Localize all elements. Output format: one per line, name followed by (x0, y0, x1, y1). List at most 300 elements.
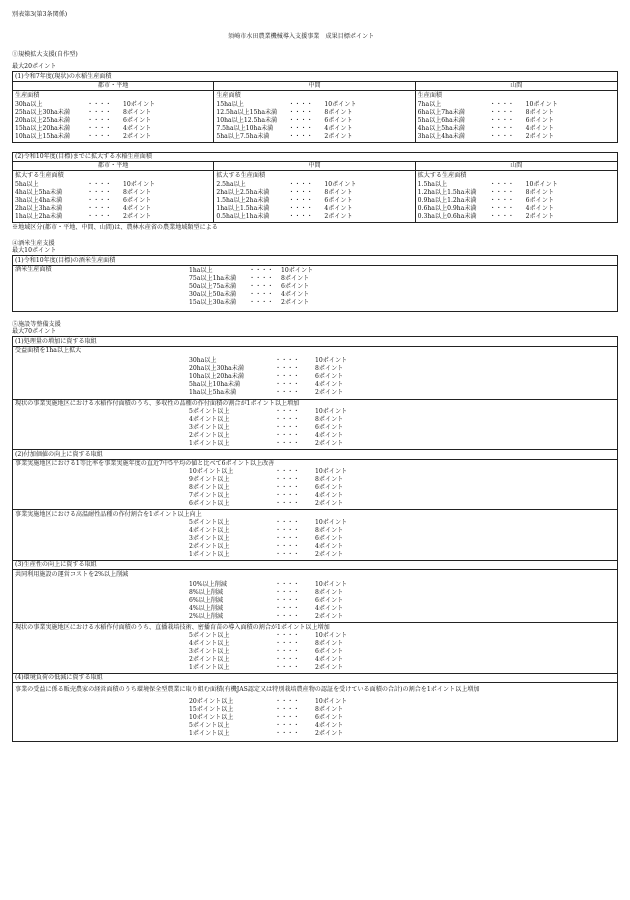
dot-leader: ・・・・ (489, 124, 515, 132)
zone-body (13, 171, 213, 222)
points-text: 2ポイント (123, 132, 152, 140)
score-row (189, 722, 615, 730)
score-row (189, 640, 615, 648)
criterion-desc: 事業実施地区における高温耐性品種の作付割合を1ポイント以上向上 (15, 510, 202, 518)
points-text: 4ポイント (123, 204, 152, 212)
area-label: 生産面積 (15, 91, 40, 99)
score-row (216, 181, 412, 189)
range-text: 2ポイント以上 (189, 655, 230, 663)
score-row (189, 432, 615, 440)
zone-header: 山間 (416, 82, 617, 91)
dot-leader: ・・・・ (275, 468, 300, 476)
score-row (216, 117, 412, 125)
dot-leader: ・・・・ (249, 267, 274, 275)
score-row (189, 730, 615, 738)
dot-leader: ・・・・ (275, 639, 300, 647)
score-row (189, 283, 615, 291)
points-text: 8ポイント (315, 705, 344, 713)
zone-header: 中間 (214, 82, 414, 91)
score-row (216, 109, 412, 117)
dot-leader: ・・・・ (249, 275, 274, 283)
document-page (12, 12, 618, 742)
table-title: (1)令和7年度(現状)の水稲生産面積 (13, 72, 617, 82)
range-text: 1ha以上5ha未満 (189, 389, 237, 397)
score-row (418, 109, 615, 117)
zone-header: 都市・平地 (13, 162, 213, 171)
dot-leader: ・・・・ (275, 424, 300, 432)
dot-leader: ・・・・ (275, 581, 300, 589)
score-row (189, 527, 615, 535)
range-text: 3ポイント以上 (189, 534, 230, 542)
criterion (13, 570, 617, 622)
range-text: 1ポイント以上 (189, 550, 230, 558)
dot-leader: ・・・・ (275, 440, 300, 448)
dot-leader: ・・・・ (87, 124, 112, 132)
criterion (13, 347, 617, 399)
range-text: 75a以上1ha未満 (189, 275, 237, 283)
score-row (15, 181, 211, 189)
dot-leader: ・・・・ (489, 212, 515, 220)
section-4-max: 最大10ポイント (12, 246, 57, 254)
points-text: 10ポイント (324, 100, 357, 108)
points-text: 8ポイント (525, 108, 554, 116)
points-text: 2ポイント (324, 212, 353, 220)
dot-leader: ・・・・ (275, 373, 300, 381)
range-text: 5ポイント以上 (189, 631, 230, 639)
score-row (15, 117, 211, 125)
points-text: 8ポイント (324, 188, 353, 196)
score-row (189, 519, 615, 527)
points-text: 4ポイント (315, 605, 344, 613)
range-text: 4ha以上5ha未満 (15, 188, 63, 196)
dot-leader: ・・・・ (275, 655, 300, 663)
points-text: 4ポイント (315, 721, 344, 729)
document-title: 須崎市水田農業機械導入支援事業 成果目標ポイント (228, 33, 375, 41)
dot-leader: ・・・・ (489, 132, 515, 140)
score-list (15, 632, 615, 672)
dot-leader: ・・・・ (489, 180, 515, 188)
points-text: 4ポイント (315, 542, 344, 550)
score-row (189, 390, 615, 398)
dot-leader: ・・・・ (275, 729, 300, 737)
range-text: 1.5ha以上2ha未満 (216, 196, 270, 204)
score-list (15, 358, 615, 398)
range-text: 10ポイント以上 (189, 468, 234, 476)
range-text: 1ha以上2ha未満 (15, 212, 63, 220)
dot-leader: ・・・・ (275, 542, 300, 550)
score-row (189, 374, 615, 382)
criterion (13, 266, 617, 312)
score-row (189, 698, 615, 706)
range-text: 5ha以上 (15, 180, 39, 188)
score-row (189, 714, 615, 722)
points-text: 8ポイント (281, 275, 310, 283)
criterion-desc: 事業の受益に係る販売農家の経営面積のうち環境保全型農業に取り組む面積(有機JAS認定又は特別栽培農産物の認証を受けている面積の合計)の割合を1ポイント以上増加 (15, 685, 480, 693)
score-row (216, 205, 412, 213)
zone-body (416, 171, 617, 222)
table-sake-rice (12, 255, 618, 312)
score-row (216, 101, 412, 109)
score-row (418, 189, 615, 197)
points-text: 6ポイント (525, 116, 554, 124)
range-text: 7ha以上 (417, 100, 442, 108)
points-text: 8ポイント (315, 365, 344, 373)
range-text: 20ha以上30ha未満 (189, 365, 244, 373)
range-text: 20ha以上25ha未満 (15, 116, 70, 124)
score-row (216, 125, 412, 133)
score-row (189, 605, 615, 613)
dot-leader: ・・・・ (275, 408, 300, 416)
range-text: 4ha以上5ha未満 (417, 124, 465, 132)
range-text: 2%以上削減 (189, 613, 224, 621)
score-row (189, 382, 615, 390)
dot-leader: ・・・・ (275, 697, 300, 705)
dot-leader: ・・・・ (249, 283, 274, 291)
dot-leader: ・・・・ (87, 212, 112, 220)
group-title: (1)処理量の増加に資する取組 (13, 337, 617, 347)
dot-leader: ・・・・ (275, 647, 300, 655)
range-text: 1ポイント以上 (189, 440, 230, 448)
range-text: 2ha以上3ha未満 (15, 204, 63, 212)
dot-leader: ・・・・ (249, 291, 274, 299)
score-row (15, 189, 211, 197)
dot-leader: ・・・・ (288, 188, 313, 196)
score-list (15, 468, 615, 508)
points-text: 10ポイント (525, 100, 558, 108)
score-row (189, 275, 615, 283)
points-text: 10ポイント (315, 697, 348, 705)
range-text: 10ha以上15ha未満 (15, 132, 70, 140)
dot-leader: ・・・・ (275, 713, 300, 721)
range-text: 5ポイント以上 (189, 721, 230, 729)
score-row (189, 500, 615, 508)
table-title: (1)令和10年度(目標)の酒米生産面積 (13, 256, 617, 266)
range-text: 15a以上30a未満 (189, 299, 237, 307)
points-text: 8ポイント (315, 639, 344, 647)
points-text: 6ポイント (123, 196, 152, 204)
range-text: 0.5ha以上1ha未満 (216, 212, 270, 220)
range-text: 5ha以上7.5ha未満 (216, 132, 270, 140)
dot-leader: ・・・・ (275, 589, 300, 597)
group-title: (4)環境負荷の低減に資する取組 (13, 673, 617, 684)
points-text: 10ポイント (315, 581, 348, 589)
score-list (15, 581, 615, 621)
points-text: 2ポイント (315, 440, 344, 448)
range-text: 1ポイント以上 (189, 729, 230, 737)
criterion (13, 460, 617, 510)
section-5-max: 最大70ポイント (12, 328, 57, 336)
dot-leader: ・・・・ (288, 180, 313, 188)
points-text: 2ポイント (525, 132, 554, 140)
dot-leader: ・・・・ (275, 526, 300, 534)
range-text: 20ポイント以上 (189, 697, 234, 705)
dot-leader: ・・・・ (275, 663, 300, 671)
dot-leader: ・・・・ (275, 357, 300, 365)
dot-leader: ・・・・ (275, 550, 300, 558)
range-text: 1ポイント以上 (189, 663, 230, 671)
points-text: 10ポイント (315, 408, 348, 416)
points-text: 4ポイント (525, 124, 554, 132)
range-text: 30ha以上 (189, 357, 217, 365)
score-row (189, 299, 615, 307)
range-text: 10ポイント以上 (189, 713, 234, 721)
dot-leader: ・・・・ (275, 597, 300, 605)
range-text: 4ポイント以上 (189, 416, 230, 424)
range-text: 1ha以上1.5ha未満 (216, 204, 270, 212)
range-text: 15ha以上 (216, 100, 244, 108)
range-text: 3ha以上4ha未満 (417, 132, 465, 140)
dot-leader: ・・・・ (275, 492, 300, 500)
dot-leader: ・・・・ (87, 116, 112, 124)
zone-body (214, 91, 414, 142)
score-list (15, 698, 615, 738)
points-text: 10ポイント (123, 100, 156, 108)
score-row (418, 181, 615, 189)
sake-area-label: 酒米生産面積 (15, 266, 52, 274)
range-text: 7.5ha以上10ha未満 (216, 124, 274, 132)
score-row (216, 133, 412, 141)
range-text: 10%以上削減 (189, 581, 227, 589)
dot-leader: ・・・・ (275, 518, 300, 526)
criterion (13, 622, 617, 673)
range-text: 5ポイント以上 (189, 518, 230, 526)
zone-column (214, 82, 415, 142)
dot-leader: ・・・・ (288, 124, 313, 132)
zone-header: 都市・平地 (13, 82, 213, 91)
points-text: 10ポイント (315, 357, 348, 365)
points-text: 10ポイント (324, 180, 357, 188)
points-text: 6ポイント (315, 484, 344, 492)
points-text: 10ポイント (315, 468, 348, 476)
range-text: 6ha以上7ha未満 (417, 108, 465, 116)
dot-leader: ・・・・ (275, 631, 300, 639)
points-text: 6ポイント (123, 116, 152, 124)
points-text: 8ポイント (324, 108, 353, 116)
dot-leader: ・・・・ (275, 381, 300, 389)
points-text: 2ポイント (315, 550, 344, 558)
annex-label: 別表第3(第3条関係) (12, 11, 68, 18)
range-text: 4ポイント以上 (189, 526, 230, 534)
points-text: 4ポイント (281, 291, 310, 299)
range-text: 4%以上削減 (189, 605, 224, 613)
score-row (418, 133, 615, 141)
range-text: 1.2ha以上1.5ha未満 (417, 188, 477, 196)
range-text: 8ポイント以上 (189, 484, 230, 492)
points-text: 10ポイント (525, 180, 558, 188)
points-text: 4ポイント (324, 204, 353, 212)
score-row (418, 197, 615, 205)
score-row (189, 358, 615, 366)
score-row (189, 613, 615, 621)
score-row (189, 656, 615, 664)
criterion (13, 683, 617, 741)
area-label: 拡大する生産面積 (15, 171, 64, 179)
points-text: 8ポイント (315, 476, 344, 484)
range-text: 6ポイント以上 (189, 500, 230, 508)
score-row (15, 133, 211, 141)
table-title: (2)令和10年度(目標)までに拡大する水稲生産面積 (13, 153, 617, 163)
score-row (418, 117, 615, 125)
points-text: 6ポイント (315, 713, 344, 721)
dot-leader: ・・・・ (87, 196, 112, 204)
score-row (216, 197, 412, 205)
score-list (15, 408, 615, 448)
dot-leader: ・・・・ (87, 204, 112, 212)
points-text: 2ポイント (315, 500, 344, 508)
score-row (216, 213, 412, 221)
range-text: 0.6ha以上0.9ha未満 (417, 204, 477, 212)
range-text: 30ha以上 (15, 100, 43, 108)
zone-column (416, 162, 617, 222)
table-expansion-area (12, 152, 618, 223)
zone-body (13, 91, 213, 142)
score-row (189, 535, 615, 543)
table-facility-support (12, 336, 618, 741)
dot-leader: ・・・・ (275, 605, 300, 613)
dot-leader: ・・・・ (489, 196, 515, 204)
points-text: 10ポイント (315, 518, 348, 526)
criterion (13, 509, 617, 560)
zone-column (13, 162, 214, 222)
dot-leader: ・・・・ (249, 299, 274, 307)
area-label: 拡大する生産面積 (417, 171, 467, 179)
range-text: 6%以上削減 (189, 597, 224, 605)
score-row (189, 291, 615, 299)
points-text: 6ポイント (315, 647, 344, 655)
dot-leader: ・・・・ (489, 204, 515, 212)
points-text: 2ポイント (315, 663, 344, 671)
area-label: 生産面積 (216, 91, 241, 99)
dot-leader: ・・・・ (275, 484, 300, 492)
zone-columns (13, 162, 617, 222)
points-text: 8ポイント (525, 188, 554, 196)
range-text: 5ha以上10ha未満 (189, 381, 241, 389)
score-row (418, 205, 615, 213)
score-row (189, 416, 615, 424)
score-row (189, 597, 615, 605)
range-text: 0.9ha以上1.2ha未満 (417, 196, 477, 204)
score-row (189, 468, 615, 476)
dot-leader: ・・・・ (275, 365, 300, 373)
range-text: 30a以上50a未満 (189, 291, 237, 299)
points-text: 6ポイント (315, 597, 344, 605)
range-text: 25ha以上30ha未満 (15, 108, 70, 116)
score-row (189, 648, 615, 656)
score-row (15, 197, 211, 205)
points-text: 4ポイント (315, 432, 344, 440)
dot-leader: ・・・・ (275, 613, 300, 621)
dot-leader: ・・・・ (288, 212, 313, 220)
range-text: 15ha以上20ha未満 (15, 124, 70, 132)
points-text: 4ポイント (315, 381, 344, 389)
zone-header: 中間 (214, 162, 414, 171)
dot-leader: ・・・・ (275, 534, 300, 542)
score-row (15, 109, 211, 117)
range-text: 1ha以上 (189, 267, 213, 275)
points-text: 4ポイント (525, 204, 554, 212)
range-text: 7ポイント以上 (189, 492, 230, 500)
range-text: 0.3ha以上0.6ha未満 (417, 212, 477, 220)
points-text: 10ポイント (123, 180, 156, 188)
dot-leader: ・・・・ (489, 100, 515, 108)
score-row (189, 440, 615, 448)
points-text: 6ポイント (315, 424, 344, 432)
score-row (189, 706, 615, 714)
criterion-desc: 事業実施地区における1等比率を事業実施年度の直近7中5平均の値と比べて6ポイント以上改善 (15, 460, 275, 468)
range-text: 12.5ha以上15ha未満 (216, 108, 278, 116)
range-text: 1.5ha以上 (417, 180, 448, 188)
criterion-desc: 共同利用施設の運営コストを2%以上削減 (15, 570, 129, 578)
score-row (189, 408, 615, 416)
points-text: 8ポイント (123, 108, 152, 116)
score-row (189, 492, 615, 500)
dot-leader: ・・・・ (275, 500, 300, 508)
zone-note: ※地域区分(都市・平地、中間、山間)は、農林水産省の農業地域類型による (12, 223, 218, 231)
criterion (13, 399, 617, 450)
points-text: 2ポイント (315, 613, 344, 621)
points-text: 2ポイント (281, 299, 310, 307)
dot-leader: ・・・・ (275, 416, 300, 424)
dot-leader: ・・・・ (288, 132, 313, 140)
score-row (189, 267, 615, 275)
score-row (418, 213, 615, 221)
score-row (189, 632, 615, 640)
score-row (189, 581, 615, 589)
score-list (15, 519, 615, 559)
range-text: 15ポイント以上 (189, 705, 234, 713)
range-text: 8%以上削減 (189, 589, 224, 597)
score-row (189, 424, 615, 432)
points-text: 4ポイント (315, 492, 344, 500)
score-row (15, 205, 211, 213)
section-4-heading: ④酒米生産支援 (12, 239, 55, 247)
score-row (15, 101, 211, 109)
score-row (15, 213, 211, 221)
criterion-desc: 現状の事業実施地区における水稲作付面積のうち、多収性の品種の作付面積の割合が1ポイント以上増加 (15, 400, 300, 407)
section-1-max: 最大20ポイント (12, 63, 57, 71)
points-text: 6ポイント (324, 116, 353, 124)
dot-leader: ・・・・ (489, 188, 515, 196)
range-text: 4ポイント以上 (189, 639, 230, 647)
points-text: 8ポイント (123, 188, 152, 196)
criterion-desc: 受益面積を1ha以上拡大 (15, 347, 82, 355)
points-text: 10ポイント (315, 631, 348, 639)
dot-leader: ・・・・ (288, 108, 313, 116)
points-text: 4ポイント (324, 124, 353, 132)
zone-body (416, 91, 617, 142)
area-label: 生産面積 (417, 91, 443, 99)
points-text: 4ポイント (315, 655, 344, 663)
score-row (15, 125, 211, 133)
dot-leader: ・・・・ (87, 132, 112, 140)
zone-column (214, 162, 415, 222)
zone-header: 山間 (416, 162, 617, 171)
dot-leader: ・・・・ (275, 705, 300, 713)
dot-leader: ・・・・ (87, 100, 112, 108)
points-text: 2ポイント (324, 132, 353, 140)
score-list (189, 267, 615, 307)
dot-leader: ・・・・ (87, 188, 112, 196)
points-text: 6ポイント (281, 283, 310, 291)
score-row (189, 366, 615, 374)
points-text: 6ポイント (525, 196, 554, 204)
points-text: 6ポイント (315, 373, 344, 381)
range-text: 5ポイント以上 (189, 408, 230, 416)
dot-leader: ・・・・ (275, 721, 300, 729)
points-text: 8ポイント (315, 416, 344, 424)
area-label: 拡大する生産面積 (216, 171, 266, 179)
points-text: 10ポイント (281, 267, 314, 275)
